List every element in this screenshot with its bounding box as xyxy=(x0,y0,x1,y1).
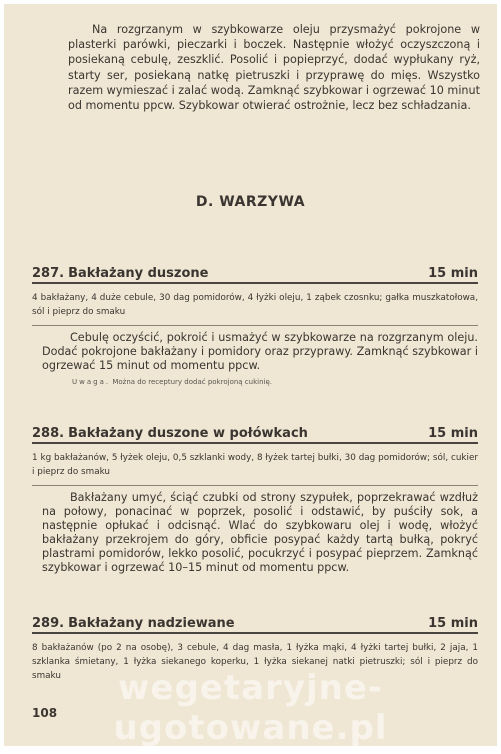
note-text: Można do receptury dodać pokrojoną cukinię. xyxy=(112,378,272,386)
recipe-title: Bakłażany duszone xyxy=(68,266,209,281)
recipe-title: Bakłażany duszone w połówkach xyxy=(68,426,308,441)
recipe-time: 15 min xyxy=(428,616,478,631)
recipe-title: Bakłażany nadziewane xyxy=(68,616,235,631)
recipe-steps: Bakłażany umyć, ściąć czubki od strony szypułek, poprzekrawać wzdłuż na połowy, ponacinać w poprzek, posolić i odstawić, by puściły sok, a następnie opłukać i odcisnąć. Wlać do szybkowaru olej i wodę, włożyć bakłażany przekrojem do góry, obficie posypać każdy tartą bułką, pokryć plastrami pomidorów, lekko posolić, pocukrzyć i posypać pieprzem. Zamknąć szybkowar i ogrzewać 10–15 minut od momentu ppcw. xyxy=(42,491,478,574)
recipe-287 xyxy=(32,266,478,387)
book-page xyxy=(4,4,497,746)
recipe-time: 15 min xyxy=(428,426,478,441)
ingredients-list: 4 bakłażany, 4 duże cebule, 30 dag pomidorów, 4 łyżki oleju, 1 ząbek czosnku; gałka muszkatołowa, sól i pieprz do smaku xyxy=(32,291,478,326)
ingredients-list: 1 kg bakłażanów, 5 łyżek oleju, 0,5 szklanki wody, 8 łyżek tartej bułki, 30 dag pomidorów; sól, cukier i pieprz do smaku xyxy=(32,451,478,486)
watermark: wegetaryjne-ugotowane.pl xyxy=(113,668,388,746)
recipe-number: 289. xyxy=(32,616,65,631)
ingredients-list: 8 bakłażanów (po 2 na osobę), 3 cebule, 4 dag masła, 1 łyżka mąki, 4 łyżki tartej bułki, 2 jaja, 1 szklanka śmietany, 1 łyżka siekanego koperku, 1 łyżka siekanej natki pietruszki; sól i pieprz do smaku xyxy=(32,643,478,681)
intro-paragraph: Na rozgrzanym w szybkowarze oleju przysmażyć pokrojone w plasterki parówki, pieczarki i boczek. Następnie włożyć oczyszczoną i posiekaną cebulę, zeszklić. Posolić i popieprzyć, dodać wypłukany ryż, starty ser, posiekaną natkę pietruszki i przyprawę do mięs. Wszystko razem wymieszać i zalać wodą. Zamknąć szybkowar i ogrzewać 10 minut od momentu ppcw. Szybkowar otwierać ostrożnie, lecz bez schładzania. xyxy=(68,23,480,113)
recipe-steps: Cebulę oczyścić, pokroić i usmażyć w szybkowarze na rozgrzanym oleju. Dodać pokrojone bakłażany i pomidory oraz przyprawy. Zamknąć szybkowar i ogrzewać 15 minut od momentu ppcw. xyxy=(42,331,478,372)
note-lead: Uwaga. xyxy=(72,378,111,386)
recipe-288 xyxy=(32,426,478,575)
recipe-header xyxy=(32,426,478,444)
recipe-289 xyxy=(32,616,478,689)
recipe-note xyxy=(72,377,478,387)
page-number: 108 xyxy=(32,706,58,720)
recipe-number: 288. xyxy=(32,426,65,441)
recipe-time: 15 min xyxy=(428,266,478,281)
recipe-header xyxy=(32,266,478,284)
recipe-header xyxy=(32,616,478,634)
recipe-number: 287. xyxy=(32,266,65,281)
section-title: D. WARZYWA xyxy=(195,194,306,210)
